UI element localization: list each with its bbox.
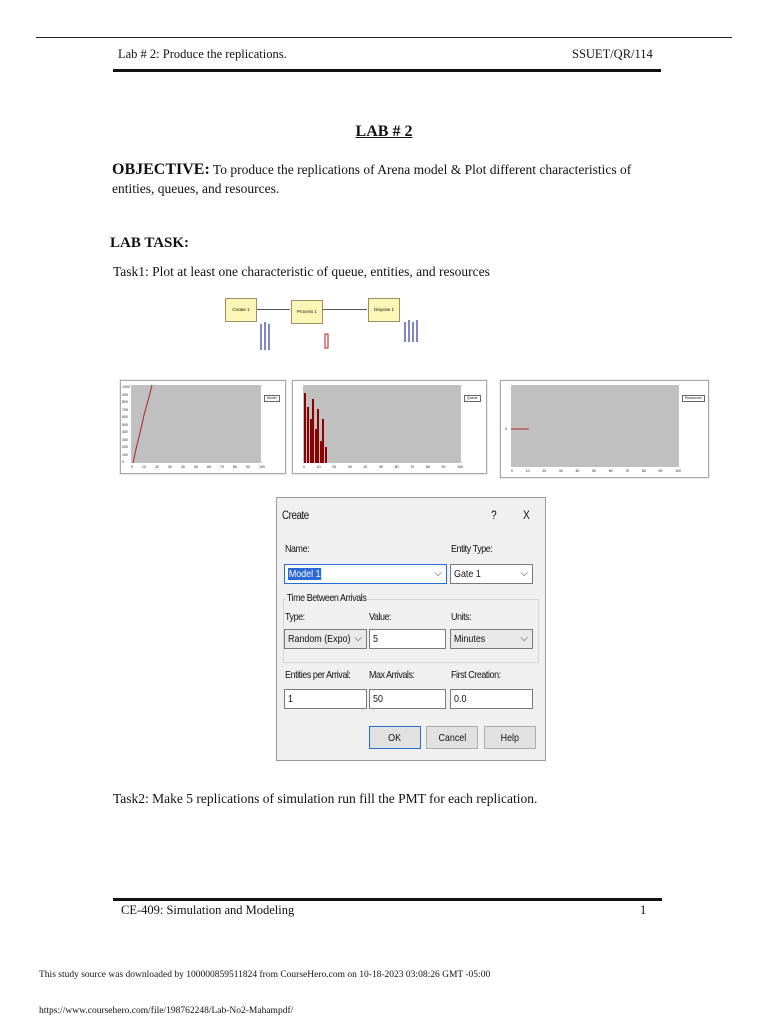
x-tick: 50 <box>592 469 596 473</box>
x-tick: 80 <box>641 469 646 473</box>
cancel-label: Cancel <box>438 732 466 744</box>
max-arrivals-label: Max Arrivals: <box>369 669 415 681</box>
objective-text: To produce the replications of Arena model & Plot different characteristics of entities, queues, and resources. <box>112 162 632 196</box>
chart-queue <box>292 380 487 474</box>
task1-text: Task1: Plot at least one characteristic of queue, entities, and resources <box>113 264 490 279</box>
x-tick: 20 <box>332 465 337 469</box>
objective-paragraph <box>112 160 672 198</box>
y-tick: 1000 <box>122 385 130 389</box>
type-value: Random (Expo) <box>288 633 351 645</box>
x-tick: 70 <box>625 469 630 473</box>
x-tick: 80 <box>233 465 237 469</box>
x-tick: 50 <box>194 465 198 469</box>
resource-line <box>511 385 679 467</box>
page-title: LAB # 2 <box>355 123 413 140</box>
help-button[interactable] <box>484 726 536 749</box>
x-tick: 40 <box>181 465 185 469</box>
y-tick: 500 <box>122 422 128 427</box>
y-tick: 700 <box>122 407 128 412</box>
legend: Model <box>264 395 280 402</box>
entity-type-combo[interactable] <box>450 564 533 584</box>
name-value: Model 1 <box>288 568 321 580</box>
help-glyph-button[interactable]: ? <box>491 508 497 522</box>
x-tick: 0 <box>303 465 305 469</box>
y-tick: 200 <box>122 445 128 449</box>
name-label: Name: <box>285 543 310 555</box>
x-tick: 90 <box>658 469 663 473</box>
y-tick-labels <box>122 384 130 467</box>
x-tick: 10 <box>142 465 146 469</box>
close-button[interactable]: X <box>523 508 530 522</box>
header-left: Lab # 2: Produce the replications. <box>118 47 287 61</box>
footer-course: CE-409: Simulation and Modeling <box>121 903 295 917</box>
series-line <box>131 385 261 463</box>
y-tick: 600 <box>122 415 128 419</box>
x-tick: 40 <box>363 465 368 469</box>
x-tick: 0 <box>511 469 513 473</box>
value-value: 5 <box>373 633 378 645</box>
page-number: 1 <box>640 903 647 917</box>
x-tick: 30 <box>168 465 172 469</box>
value-input[interactable] <box>369 629 446 649</box>
help-label: Help <box>500 732 520 744</box>
footer-rule <box>113 898 662 901</box>
first-creation-value: 0.0 <box>454 693 467 705</box>
y-tick: 900 <box>122 392 128 397</box>
x-tick: 100 <box>675 469 681 473</box>
first-creation-input[interactable] <box>450 689 533 709</box>
y-tick: 800 <box>122 400 128 404</box>
chevron-down-icon: ⌵ <box>520 568 528 579</box>
source-notice: This study source was downloaded by 100000859511824 from CourseHero.com on 10-18-2023 03:08:26 GMT -05:00 <box>39 970 491 980</box>
y-tick: 0 <box>505 427 507 431</box>
x-tick: 70 <box>220 465 224 469</box>
y-tick: 300 <box>122 437 128 442</box>
x-tick: 30 <box>558 469 563 473</box>
x-tick: 80 <box>425 465 430 469</box>
x-tick-labels <box>131 465 265 469</box>
x-tick: 10 <box>316 465 321 469</box>
chevron-down-icon: ⌵ <box>434 568 442 579</box>
units-value: Minutes <box>454 633 486 645</box>
x-tick: 50 <box>379 465 383 469</box>
header-right: SSUET/QR/114 <box>572 47 653 61</box>
entity-type-value: Gate 1 <box>454 568 481 580</box>
dispose-module: Dispose 1 <box>368 298 400 322</box>
max-arrivals-value: 50 <box>373 693 383 705</box>
x-tick: 60 <box>608 469 613 473</box>
arena-flowchart <box>220 292 430 357</box>
module-animation-icons <box>220 292 430 357</box>
ok-label: OK <box>388 732 402 744</box>
group-label: Time Between Arrivals <box>286 592 367 604</box>
chevron-down-icon: ⌵ <box>354 633 362 644</box>
objective-label: OBJECTIVE: <box>112 161 210 178</box>
first-creation-label: First Creation: <box>451 669 501 681</box>
lab-task-heading: LAB TASK: <box>110 235 190 251</box>
chart-model <box>120 380 286 474</box>
x-tick: 70 <box>410 465 415 469</box>
x-tick-labels <box>511 469 681 473</box>
legend: Resources <box>682 395 705 402</box>
x-tick: 90 <box>246 465 250 469</box>
x-tick: 60 <box>394 465 399 469</box>
dialog-title: Create <box>282 510 309 522</box>
y-tick: 400 <box>122 430 128 434</box>
top-rule <box>36 37 732 38</box>
task2-text: Task2: Make 5 replications of simulation run fill the PMT for each replication. <box>113 791 538 806</box>
x-tick: 30 <box>347 465 352 469</box>
header-rule <box>113 69 661 72</box>
x-tick: 60 <box>207 465 211 469</box>
ok-button[interactable] <box>369 726 421 749</box>
y-tick: 100 <box>122 452 128 457</box>
source-url[interactable]: https://www.coursehero.com/file/198762248/Lab-No2-Mahampdf/ <box>39 1006 294 1016</box>
type-label: Type: <box>285 611 305 623</box>
type-combo[interactable] <box>284 629 367 649</box>
chevron-down-icon: ⌵ <box>520 633 528 644</box>
legend: Queue <box>464 395 481 402</box>
chart-resources <box>500 380 709 478</box>
x-tick: 20 <box>542 469 547 473</box>
entities-per-arrival-value: 1 <box>288 693 293 705</box>
create-dialog <box>276 497 546 761</box>
units-combo[interactable] <box>450 629 533 649</box>
x-tick: 100 <box>259 465 265 469</box>
entity-type-label: Entity Type: <box>451 543 493 555</box>
y-tick: 0 <box>122 460 124 464</box>
max-arrivals-input[interactable] <box>369 689 446 709</box>
name-combo[interactable] <box>284 564 447 584</box>
entities-per-arrival-input[interactable] <box>284 689 367 709</box>
x-tick: 90 <box>441 465 446 469</box>
x-tick-labels <box>303 465 463 469</box>
entities-per-arrival-label: Entities per Arrival: <box>285 669 351 681</box>
x-tick: 0 <box>131 465 133 469</box>
create-module: Create 1 <box>225 298 257 322</box>
x-tick: 40 <box>575 469 580 473</box>
x-tick: 100 <box>457 465 463 469</box>
units-label: Units: <box>451 611 472 623</box>
x-tick: 20 <box>155 465 159 469</box>
cancel-button[interactable] <box>426 726 478 749</box>
value-label: Value: <box>369 611 392 623</box>
process-module: Process 1 <box>291 300 323 324</box>
x-tick: 10 <box>525 469 530 473</box>
queue-bars <box>303 385 461 463</box>
